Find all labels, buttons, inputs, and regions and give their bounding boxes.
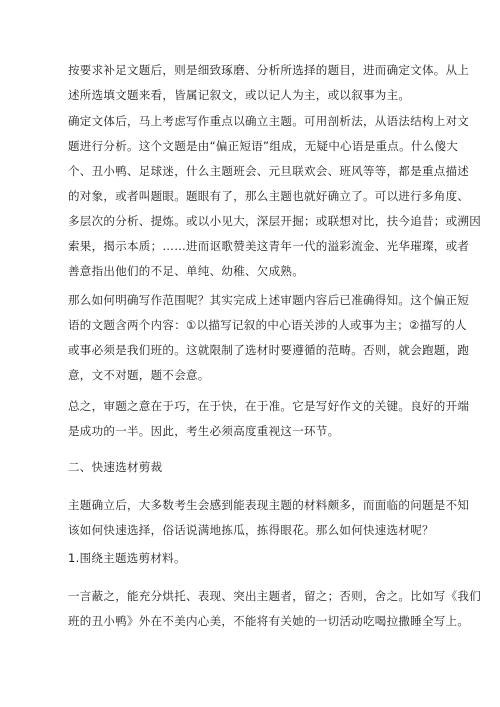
text-line: 按要求补足文题后，则是细致琢磨、分析所选择的题目，进而确定文体。从上 (68, 63, 470, 77)
text-line: 索果，揭示本质；……进而讴歌赞美这青年一代的溢彩流金、光华璀璨，或者 (68, 239, 470, 253)
paragraph-material (68, 498, 470, 537)
paragraph-summary (68, 399, 470, 438)
text-line: 个、丑小鸭、足球迷，什么主题班会、元旦联欢会、班风等等，都是重点描述 (68, 164, 470, 178)
text-line: 多层次的分析、提炼。或以小见大，深层开掘；或联想对比，扶今追昔；或溯因 (68, 214, 481, 228)
paragraph-genre (68, 63, 470, 102)
section-heading (68, 461, 438, 474)
text-line: 确定文体后，马上考虑写作重点以确立主题。可用剖析法，从语法结构上对文 (68, 114, 470, 128)
text-line: 善意指出他们的不足、单纯、幼稚、欠成熟。 (68, 264, 304, 278)
text-line: 一言蔽之，能充分烘托、表现、突出主题者，留之；否则，舍之。比如写《我们 (68, 589, 481, 603)
text-line: 的对象，或者叫题眼。题眼有了，那么主题也就好确立了。可以进行多角度、 (68, 189, 470, 203)
text-line: 该如何快速选择，俗话说满地拣瓜，拣得眼花。那么如何快速选材呢？ (68, 523, 434, 537)
paragraph-theme (68, 114, 481, 278)
text-line: 是成功的一半。因此，考生必须高度重视这一环节。 (68, 424, 340, 438)
text-line: 主题确立后，大多数考生会感到能表现主题的材料颇多，而面临的问题是不知 (68, 498, 470, 512)
text-line: 总之，审题之意在于巧，在于快，在于准。它是写好作文的关键。良好的开端 (68, 399, 470, 413)
text-line: 或事必须是我们班的。这就限制了选材时要遵循的范畴。否则，就会跑题，跑 (68, 343, 470, 357)
text-line: 语的文题含两个内容：①以描写记叙的中心语关涉的人或事为主；②描写的人 (68, 318, 467, 332)
text-line: 意，文不对题，题不会意。 (68, 368, 210, 382)
subheading (68, 552, 438, 565)
text-line: 题进行分析。这个文题是由“偏正短语”组成，无疑中心语是重点。什么傻大 (68, 139, 459, 153)
heading-text: 二、快速选材剪裁 (68, 460, 163, 474)
subheading-text: 1.围绕主题选剪材料。 (68, 551, 186, 565)
paragraph-example (68, 589, 481, 628)
text-line: 那么如何明确写作范围呢？其实完成上述审题内容后已准确得知。这个偏正短 (68, 293, 470, 307)
text-line: 述所选填文题来看，皆属记叙文，或以记人为主，或以叙事为主。 (68, 88, 411, 102)
paragraph-scope (68, 293, 470, 382)
text-line: 班的丑小鸭》外在不美内心美，不能将有关她的一切活动吃喝拉撒睡全写上。 (68, 614, 470, 628)
